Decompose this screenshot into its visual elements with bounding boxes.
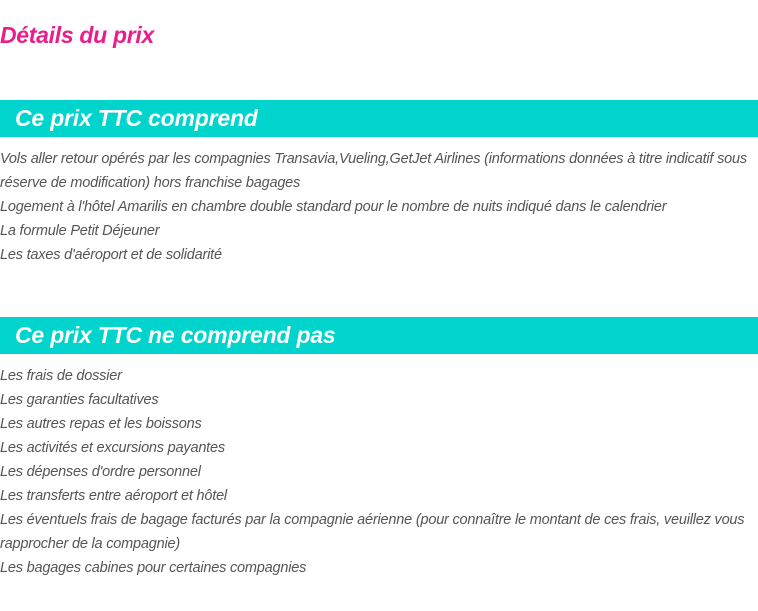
page-title: Détails du prix [0,22,154,48]
section-header-includes: Ce prix TTC comprend [0,100,758,137]
list-item: Logement à l'hôtel Amarilis en chambre double standard pour le nombre de nuits indiqué dans le calendrier [0,199,667,215]
list-item: Les autres repas et les boissons [0,416,202,432]
list-item: Les taxes d'aéroport et de solidarité [0,247,222,263]
list-item: Les garanties facultatives [0,392,159,408]
list-item: Les bagages cabines pour certaines compagnies [0,560,307,576]
list-item: Les transferts entre aéroport et hôtel [0,488,227,504]
excludes-list [0,364,758,580]
list-item: Vols aller retour opérés par les compagnies Transavia,Vueling,GetJet Airlines (informations données à titre indicatif sous réserve de modification) hors franchise bagages [0,151,747,191]
includes-list [0,147,758,267]
section-header-excludes: Ce prix TTC ne comprend pas [0,317,758,354]
list-item: Les éventuels frais de bagage facturés par la compagnie aérienne (pour connaître le montant de ces frais, veuillez vous rapprocher de la compagnie) [0,512,745,552]
list-item: Les activités et excursions payantes [0,440,225,456]
list-item: Les frais de dossier [0,368,122,384]
list-item: La formule Petit Déjeuner [0,223,160,239]
list-item: Les dépenses d'ordre personnel [0,464,201,480]
